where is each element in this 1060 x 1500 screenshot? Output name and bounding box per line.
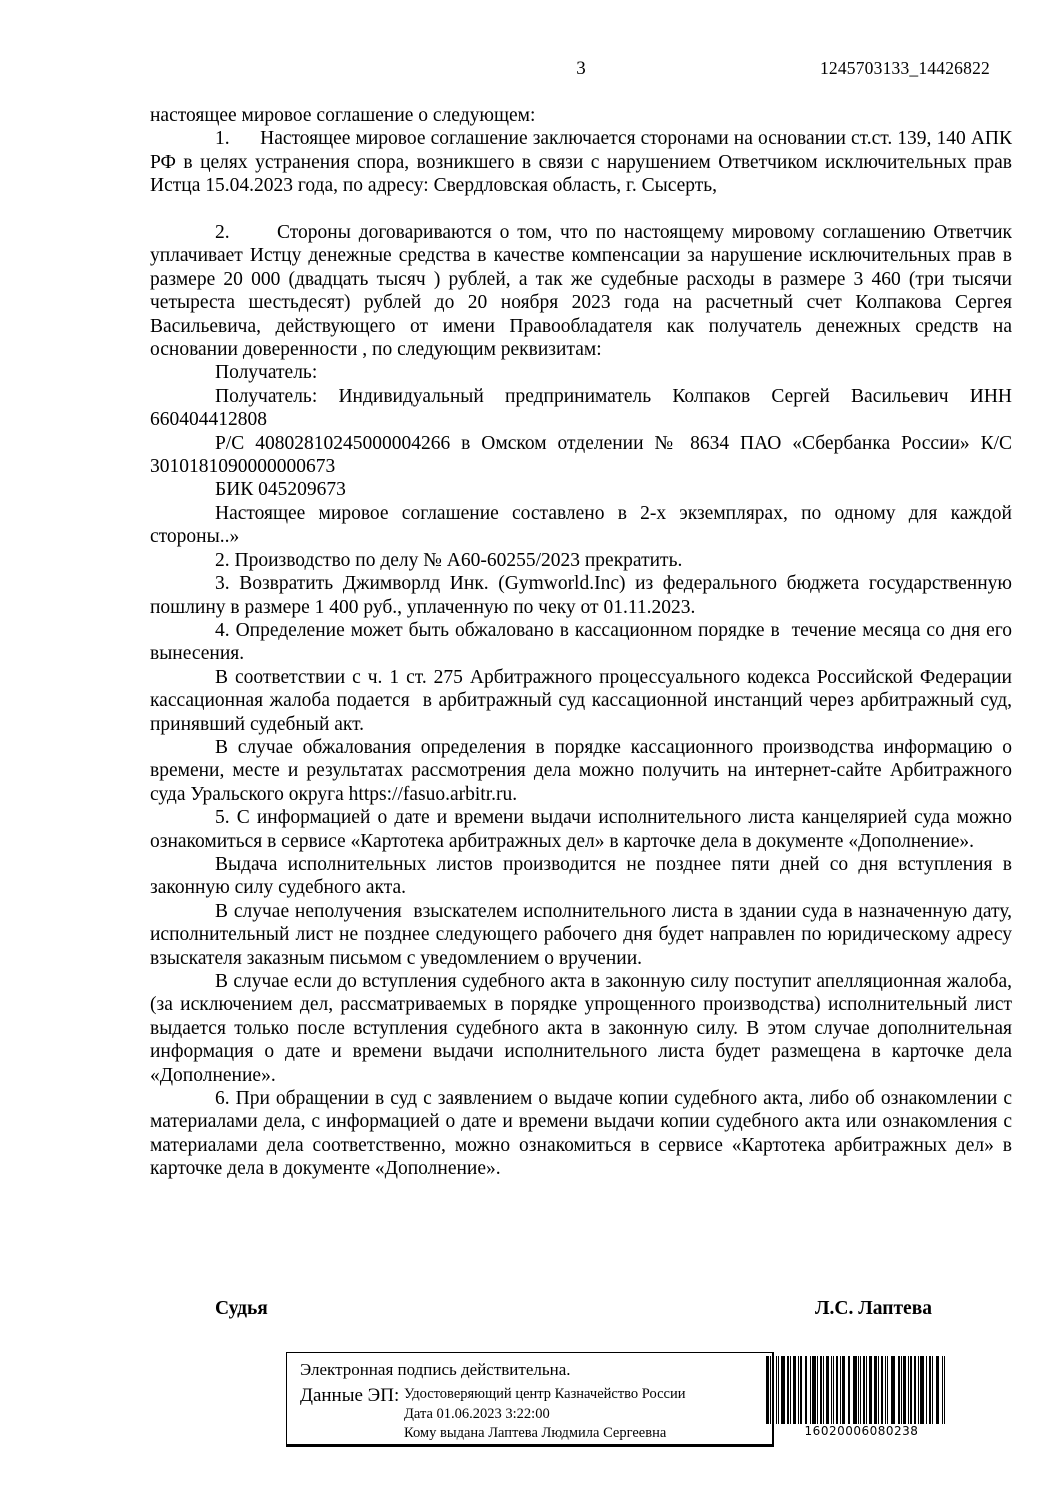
body-paragraph: 2. Стороны договариваются о том, что по настоящему мировому соглашению Ответчик уплачивает Истцу денежные средства в качестве компенсации за нарушение исключительных прав в размере 20 000 (двадцать тысяч ) рублей, а так же судебные расходы в размере 3 460 (три тысячи четыреста шестьдесят) рублей до 20 ноября 2023 года на расчетный счет Колпакова Сергея Васильевича, действующего от имени Правообладателя как получатель денежных средств на основании доверенности , по следующим реквизитам: (150, 222, 1012, 361)
document-id: 1245703133_14426822 (819, 58, 990, 78)
barcode-icon (766, 1356, 957, 1424)
judge-name: Л.С. Лаптева (814, 1298, 932, 1319)
body-paragraph: 5. С информацией о дате и времени выдачи исполнительного листа канцелярией суда можно ознакомиться в сервисе «Картотека арбитражных дел» в карточке дела в документе «Дополнение». (150, 807, 1012, 852)
body-paragraph: Выдача исполнительных листов производится не позднее пяти дней со дня вступления в законную силу судебного акта. (150, 853, 1012, 899)
esign-data-label: Данные ЭП: (300, 1385, 400, 1406)
body-paragraph: 1. Настоящее мировое соглашение заключается сторонами на основании ст.ст. 139, 140 АПК РФ в целях устранения спора, возникшего в связи с нарушением Ответчиком исключительных прав Истца 15.04.2023 года, по адресу: Свердловская область, г. Сысерть, (150, 128, 1012, 197)
signature-row (150, 1298, 1012, 1320)
esign-data-row (300, 1385, 766, 1444)
page-number: 3 (576, 58, 586, 79)
paragraph-spacer (150, 198, 1012, 221)
body-paragraph: В соответствии с ч. 1 ст. 275 Арбитражного процессуального кодекса Российской Федерации кассационная жалоба подается в арбитражный суд кассационной инстанций через арбитражный суд, принявший судебный акт. (150, 666, 1012, 735)
esign-stamp-box (286, 1352, 774, 1447)
esign-cert-authority: Удостоверяющий центр Казначейство России (404, 1386, 686, 1402)
esign-date: Дата 01.06.2023 3:22:00 (404, 1405, 550, 1422)
body-paragraph: 6. При обращении в суд с заявлением о выдаче копии судебного акта, либо об ознакомлении с материалами дела, с информацией о дате и времени выдачи копии судебного акта или ознакомления с материалами дела соответственно, можно ознакомиться в сервисе «Картотека арбитражных дел» в карточке дела в документе «Дополнение». (150, 1088, 1012, 1180)
body-paragraph: Р/С 40802810245000004266 в Омском отделении № 8634 ПАО «Сбербанка России» К/С 3010181090000000673 (150, 432, 1012, 478)
body-paragraph: настоящее мировое соглашение о следующем: (150, 105, 536, 126)
judge-label: Судья (215, 1298, 268, 1319)
esign-issued-to: Кому выдана Лаптева Людмила Сергеевна (404, 1425, 667, 1441)
body-paragraph: Получатель: (215, 362, 318, 384)
esign-valid-text: Электронная подпись действительна. (300, 1360, 571, 1379)
body-paragraph: 4. Определение может быть обжаловано в кассационном порядке в течение месяца со дня его вынесения. (150, 619, 1012, 665)
body-paragraph: В случае неполучения взыскателем исполнительного листа в здании суда в назначенную дату, исполнительный лист не позднее следующего рабочего дня будет направлен по юридическому адресу взыскателя заказным письмом с уведомлением о вручении. (150, 900, 1012, 969)
body-paragraph: 2. Производство по делу № А60-60255/2023 прекратить. (215, 549, 683, 571)
document-body (150, 104, 1012, 1181)
body-paragraph: БИК 045209673 (215, 479, 346, 501)
body-paragraph: 3. Возвратить Джимворлд Инк. (Gymworld.Inc) из федерального бюджета государственную пошлину в размере 1 400 руб., уплаченную по чеку от 01.11.2023. (150, 573, 1012, 618)
esign-details (404, 1385, 686, 1444)
barcode-number: 16020006080238 (804, 1424, 919, 1438)
body-paragraph: В случае обжалования определения в порядке кассационного производства информацию о времени, месте и результатах рассмотрения дела можно получить на интернет-сайте Арбитражного суда Уральского округа https://fasuo.arbitr.ru. (150, 736, 1012, 805)
body-paragraph: Настоящее мировое соглашение составлено в 2-х экземплярах, по одному для каждой стороны..» (150, 502, 1012, 548)
body-paragraph: В случае если до вступления судебного акта в законную силу поступит апелляционная жалоба, (за исключением дел, рассматриваемых в порядке упрощенного производства) исполнительный лист выдается только после вступления судебного акта в законную силу. В этом случае дополнительная информация о дате и времени выдачи исполнительного листа будет размещена в карточке дела «Дополнение». (150, 971, 1012, 1086)
body-paragraph: Получатель: Индивидуальный предприниматель Колпаков Сергей Васильевич ИНН 660404412808 (150, 385, 1012, 431)
